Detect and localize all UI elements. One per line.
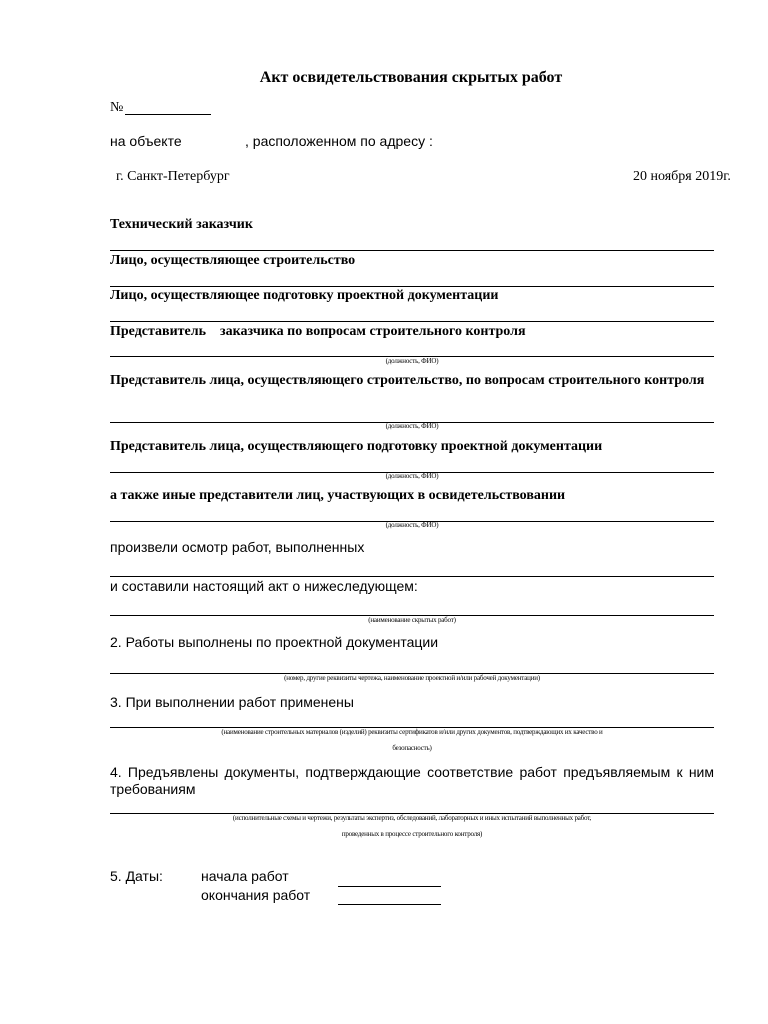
act-number-line [125,114,211,115]
designer-rep-hint: (должность, ФИО) [385,472,439,480]
technical-customer-label: Технический заказчик [110,217,253,232]
item-3-hint-line-2: безопасность) [392,744,432,752]
object-label: на объекте [110,133,182,149]
designer-label: Лицо, осуществляющее подготовку проектной документации [110,288,499,303]
builder-rep-label: Представитель лица, осуществляющего строительство, по вопросам строительного контроля [110,373,705,388]
technical-customer-line [110,250,714,251]
end-date-line [338,904,441,905]
builder-line [110,286,714,287]
date-text: 20 ноября 2019г. [633,169,731,184]
inspection-text: произвели осмотр работ, выполненных [110,539,365,555]
inspection-line [110,576,714,577]
end-date-label: окончания работ [201,887,311,903]
item-5-label: 5. Даты: [110,868,163,884]
customer-rep-hint: (должность, ФИО) [385,357,439,365]
designer-line [110,321,714,322]
item-3-text: 3. При выполнении работ применены [110,694,354,710]
item-4-hint-line-1: (исполнительные схемы и чертежи, результаты экспертиз, обследований, лабораторных и иных испытаний выполненных работ, [232,814,592,822]
act-text: и составили настоящий акт о нижеследующем: [110,578,418,594]
start-date-line [338,886,441,887]
item-2-hint: (номер, другие реквизиты чертежа, наименование проектной и/или рабочей документации) [284,674,540,682]
hidden-works-hint: (наименование скрытых работ) [368,616,456,624]
item-4-text: 4. Предъявлены документы, подтверждающие соответствие работ предъявляемым к ним требованиям [110,764,714,797]
designer-rep-label: Представитель лица, осуществляющего подготовку проектной документации [110,439,603,454]
city-text: г. Санкт-Петербург [116,169,230,184]
document-title: Акт освидетельствования скрытых работ [259,69,563,86]
address-label: , расположенном по адресу : [245,133,433,149]
item-3-hint-line-1: (наименование строительных материалов (изделий) реквизиты сертификатов и/или других документов, подтверждающих их качество и [221,728,603,736]
start-date-label: начала работ [201,868,289,884]
other-reps-hint: (должность, ФИО) [385,521,439,529]
builder-rep-hint: (должность, ФИО) [385,422,439,430]
item-4-hint-line-2: проведенных в процессе строительного контроля) [341,830,483,838]
item-2-text: 2. Работы выполнены по проектной документации [110,634,439,650]
act-number-label: № [110,100,124,115]
customer-rep-label: Представитель заказчика по вопросам строительного контроля [110,324,526,339]
builder-label: Лицо, осуществляющее строительство [110,253,356,268]
other-reps-label: а также иные представители лиц, участвующих в освидетельствовании [110,488,566,503]
